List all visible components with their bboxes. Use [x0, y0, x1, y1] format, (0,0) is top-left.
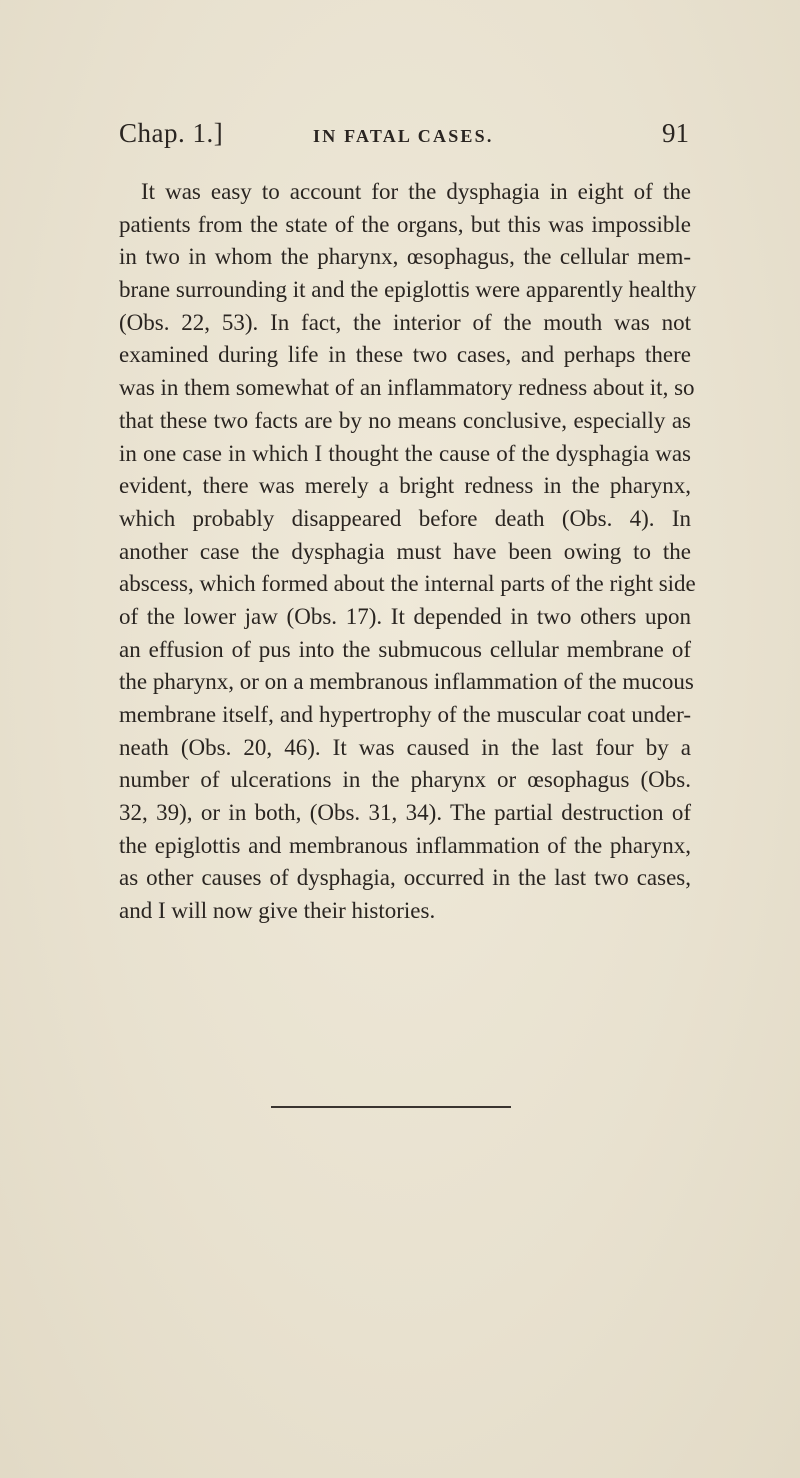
text-line: the pharynx, or on a membranous inflammation of the mucous: [119, 669, 694, 695]
text-line: membrane itself, and hypertrophy of the muscular coat under-: [119, 702, 691, 727]
text-line: It was easy to account for the dysphagia in eight of the: [141, 179, 691, 204]
text-line: and I will now give their histories.: [119, 898, 436, 924]
text-line: (Obs. 22, 53). In fact, the interior of the mouth was not: [119, 309, 691, 335]
text-line: neath (Obs. 20, 46). It was caused in the last four by a: [119, 734, 691, 760]
text-line: in two in whom the pharynx, œsophagus, the cellular mem-: [119, 244, 691, 270]
text-line: as other causes of dysphagia, occurred in the last two cases,: [119, 865, 691, 891]
text-line: number of ulcerations in the pharynx or œsophagus (Obs.: [119, 767, 691, 793]
paragraph: [119, 176, 697, 928]
text-line: brane surrounding it and the epiglottis were apparently healthy: [119, 277, 697, 303]
text-line: which probably disappeared before death (Obs. 4). In: [119, 505, 691, 531]
text-line: in one case in which I thought the cause of the dysphagia was: [119, 440, 691, 466]
text-line: evident, there was merely a bright redness in the pharynx,: [119, 473, 691, 499]
text-line: was in them somewhat of an inflammatory redness about it, so: [119, 375, 695, 401]
text-line: the epiglottis and membranous inflammation of the pharynx,: [119, 832, 691, 858]
text-line: patients from the state of the organs, but this was impossible: [119, 211, 691, 237]
running-head: [119, 118, 689, 158]
text-line: of the lower jaw (Obs. 17). It depended in two others upon: [119, 603, 691, 629]
chapter-label: Chap. 1.]: [119, 118, 224, 148]
text-line: 32, 39), or in both, (Obs. 31, 34). The partial destruction of: [119, 800, 691, 826]
section-title: IN FATAL CASES.: [313, 126, 494, 146]
section-divider: [271, 1106, 511, 1108]
text-line: abscess, which formed about the internal parts of the right side: [119, 571, 696, 597]
text-line: examined during life in these two cases, and perhaps there: [119, 342, 691, 368]
text-line: that these two facts are by no means conclusive, especially as: [119, 407, 691, 433]
page-number: 91: [662, 118, 689, 148]
text-line: an effusion of pus into the submucous cellular membrane of: [119, 636, 691, 662]
text-line: another case the dysphagia must have been owing to the: [119, 538, 691, 564]
